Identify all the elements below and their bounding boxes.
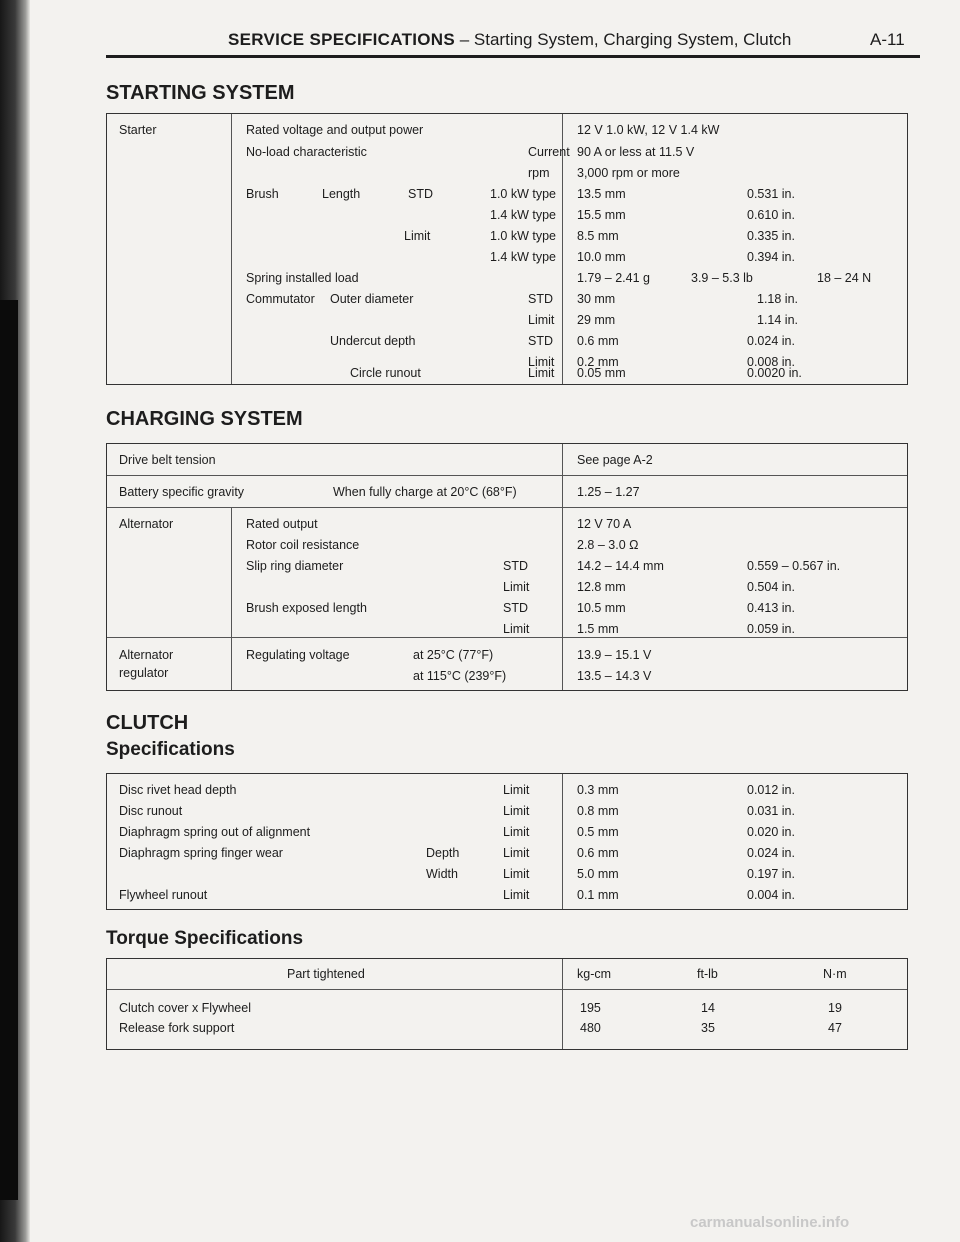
torque-specifications-title: Torque Specifications <box>106 928 304 949</box>
spec-value: 90 A or less at 11.5 V <box>577 145 695 159</box>
spec-value: 0.031 in. <box>747 804 795 818</box>
spec-label: Brush <box>246 187 279 201</box>
spec-value: 13.5 – 14.3 V <box>577 669 652 683</box>
spec-value: 0.2 mm <box>577 355 619 369</box>
spec-label: Limit <box>503 888 530 902</box>
spec-value: 0.008 in. <box>747 355 795 369</box>
column-divider <box>562 774 563 909</box>
spec-label: Limit <box>503 783 530 797</box>
spec-label: Limit <box>503 580 530 594</box>
spec-value: 0.0020 in. <box>747 366 802 380</box>
spec-label: 1.4 kW type <box>490 208 556 222</box>
spec-value: 13.5 mm <box>577 187 626 201</box>
spec-value: 0.504 in. <box>747 580 795 594</box>
spec-label: Limit <box>503 867 530 881</box>
clutch-specifications-title: Specifications <box>106 739 235 760</box>
spec-label: Limit <box>528 313 555 327</box>
spec-label: Diaphragm spring finger wear <box>119 846 283 860</box>
spec-value: 0.05 mm <box>577 366 626 380</box>
binding-shadow <box>0 300 18 1200</box>
spec-value: 3.9 – 5.3 lb <box>691 271 753 285</box>
spec-value: 1.14 in. <box>757 313 799 327</box>
spec-label: rpm <box>528 166 550 180</box>
spec-label: Limit <box>404 229 431 243</box>
spec-value: 0.610 in. <box>747 208 795 222</box>
header-title-bold: SERVICE SPECIFICATIONS <box>228 30 456 49</box>
spec-label: Depth <box>426 846 460 860</box>
spec-label: Undercut depth <box>330 334 416 348</box>
spec-label: Limit <box>528 355 555 369</box>
spec-label: Rotor coil resistance <box>246 538 360 552</box>
spec-value: 29 mm <box>577 313 616 327</box>
spec-value: See page A-2 <box>577 453 653 467</box>
spec-value: 0.020 in. <box>747 825 795 839</box>
column-divider <box>231 114 232 384</box>
spec-value: 30 mm <box>577 292 616 306</box>
spec-label: STD <box>408 187 433 201</box>
category-label: Alternator <box>119 648 174 662</box>
spec-value: 0.531 in. <box>747 187 795 201</box>
row-divider <box>107 989 907 990</box>
spec-label: STD <box>503 601 528 615</box>
spec-label: Outer diameter <box>330 292 414 306</box>
spec-label: Limit <box>503 846 530 860</box>
charging-system-table <box>106 443 908 691</box>
spec-label: Limit <box>528 366 555 380</box>
spec-label: STD <box>528 292 553 306</box>
row-divider <box>107 507 907 508</box>
spec-value: 0.559 – 0.567 in. <box>747 559 841 573</box>
spec-value: 10.5 mm <box>577 601 626 615</box>
charging-system-title: CHARGING SYSTEM <box>106 408 303 430</box>
spec-label: STD <box>503 559 528 573</box>
spec-value: 0.6 mm <box>577 846 619 860</box>
spec-value: 12 V 1.0 kW, 12 V 1.4 kW <box>577 123 720 137</box>
spec-label: Limit <box>503 804 530 818</box>
spec-value: 0.059 in. <box>747 622 795 636</box>
spec-value: 8.5 mm <box>577 229 619 243</box>
spec-value: 0.335 in. <box>747 229 795 243</box>
spec-label: Limit <box>503 825 530 839</box>
spec-value: 0.012 in. <box>747 783 795 797</box>
column-divider <box>562 959 563 1049</box>
spec-label: No-load characteristic <box>246 145 367 159</box>
header-rule <box>106 55 920 58</box>
category-label: regulator <box>119 666 169 680</box>
header-title-rest: – Starting System, Charging System, Clutch <box>455 30 792 49</box>
spec-value: 0.394 in. <box>747 250 795 264</box>
spec-label: Drive belt tension <box>119 453 216 467</box>
part-name: Clutch cover x Flywheel <box>119 1001 251 1015</box>
column-header: N·m <box>823 967 847 981</box>
spec-label: 1.4 kW type <box>490 250 556 264</box>
torque-value: 195 <box>580 1001 601 1015</box>
spec-label: Flywheel runout <box>119 888 208 902</box>
spec-value: 0.6 mm <box>577 334 619 348</box>
spec-value: 14.2 – 14.4 mm <box>577 559 664 573</box>
spec-label: 1.0 kW type <box>490 229 556 243</box>
spec-label: Spring installed load <box>246 271 359 285</box>
spec-value: 13.9 – 15.1 V <box>577 648 652 662</box>
page-header-title <box>228 30 791 50</box>
spec-value: 1.25 – 1.27 <box>577 485 640 499</box>
spec-label: at 115°C (239°F) <box>413 669 507 683</box>
category-label: Alternator <box>119 517 174 531</box>
spec-label: Battery specific gravity <box>119 485 245 499</box>
spec-value: 10.0 mm <box>577 250 626 264</box>
spec-label: Rated voltage and output power <box>246 123 424 137</box>
torque-value: 480 <box>580 1021 601 1035</box>
row-divider <box>107 637 907 638</box>
spec-value: 0.024 in. <box>747 846 795 860</box>
spec-label: Disc runout <box>119 804 183 818</box>
spec-value: 15.5 mm <box>577 208 626 222</box>
spec-label: Diaphragm spring out of alignment <box>119 825 311 839</box>
clutch-title: CLUTCH <box>106 712 189 734</box>
column-divider <box>231 508 232 690</box>
spec-label: Current <box>528 145 570 159</box>
spec-label: Rated output <box>246 517 318 531</box>
spec-value: 0.3 mm <box>577 783 619 797</box>
spec-value: 0.004 in. <box>747 888 795 902</box>
spec-label: Limit <box>503 622 530 636</box>
column-divider <box>562 444 563 690</box>
spec-label: STD <box>528 334 553 348</box>
spec-label: 1.0 kW type <box>490 187 556 201</box>
torque-value: 14 <box>701 1001 715 1015</box>
spec-value: 0.8 mm <box>577 804 619 818</box>
spec-value: 0.197 in. <box>747 867 795 881</box>
spec-value: 1.79 – 2.41 g <box>577 271 650 285</box>
torque-value: 19 <box>828 1001 842 1015</box>
row-divider <box>107 475 907 476</box>
starting-system-table <box>106 113 908 385</box>
clutch-specifications-table <box>106 773 908 910</box>
torque-value: 47 <box>828 1021 842 1035</box>
spec-label: Regulating voltage <box>246 648 350 662</box>
part-name: Release fork support <box>119 1021 235 1035</box>
spec-value: 0.1 mm <box>577 888 619 902</box>
page-number: A-11 <box>870 30 905 49</box>
category-label: Starter <box>119 123 157 137</box>
spec-value: 1.18 in. <box>757 292 799 306</box>
spec-value: 18 – 24 N <box>817 271 872 285</box>
spec-value: 0.024 in. <box>747 334 795 348</box>
torque-specifications-table <box>106 958 908 1050</box>
spec-label: When fully charge at 20°C (68°F) <box>333 485 517 499</box>
spec-value: 0.413 in. <box>747 601 795 615</box>
column-header: ft-lb <box>697 967 718 981</box>
column-header: Part tightened <box>287 967 365 981</box>
spec-value: 1.5 mm <box>577 622 619 636</box>
spec-value: 12.8 mm <box>577 580 626 594</box>
starting-system-title: STARTING SYSTEM <box>106 82 295 104</box>
spec-value: 3,000 rpm or more <box>577 166 680 180</box>
spec-label: Width <box>426 867 458 881</box>
spec-label: Circle runout <box>350 366 421 380</box>
spec-label: Brush exposed length <box>246 601 367 615</box>
spec-label: at 25°C (77°F) <box>413 648 494 662</box>
spec-value: 0.5 mm <box>577 825 619 839</box>
spec-value: 5.0 mm <box>577 867 619 881</box>
torque-value: 35 <box>701 1021 715 1035</box>
spec-label: Length <box>322 187 361 201</box>
spec-label: Commutator <box>246 292 315 306</box>
spec-value: 2.8 – 3.0 Ω <box>577 538 639 552</box>
spec-label: Disc rivet head depth <box>119 783 237 797</box>
column-header: kg-cm <box>577 967 612 981</box>
spec-value: 12 V 70 A <box>577 517 632 531</box>
watermark-text: carmanualsonline.info <box>690 1214 850 1231</box>
spec-label: Slip ring diameter <box>246 559 344 573</box>
